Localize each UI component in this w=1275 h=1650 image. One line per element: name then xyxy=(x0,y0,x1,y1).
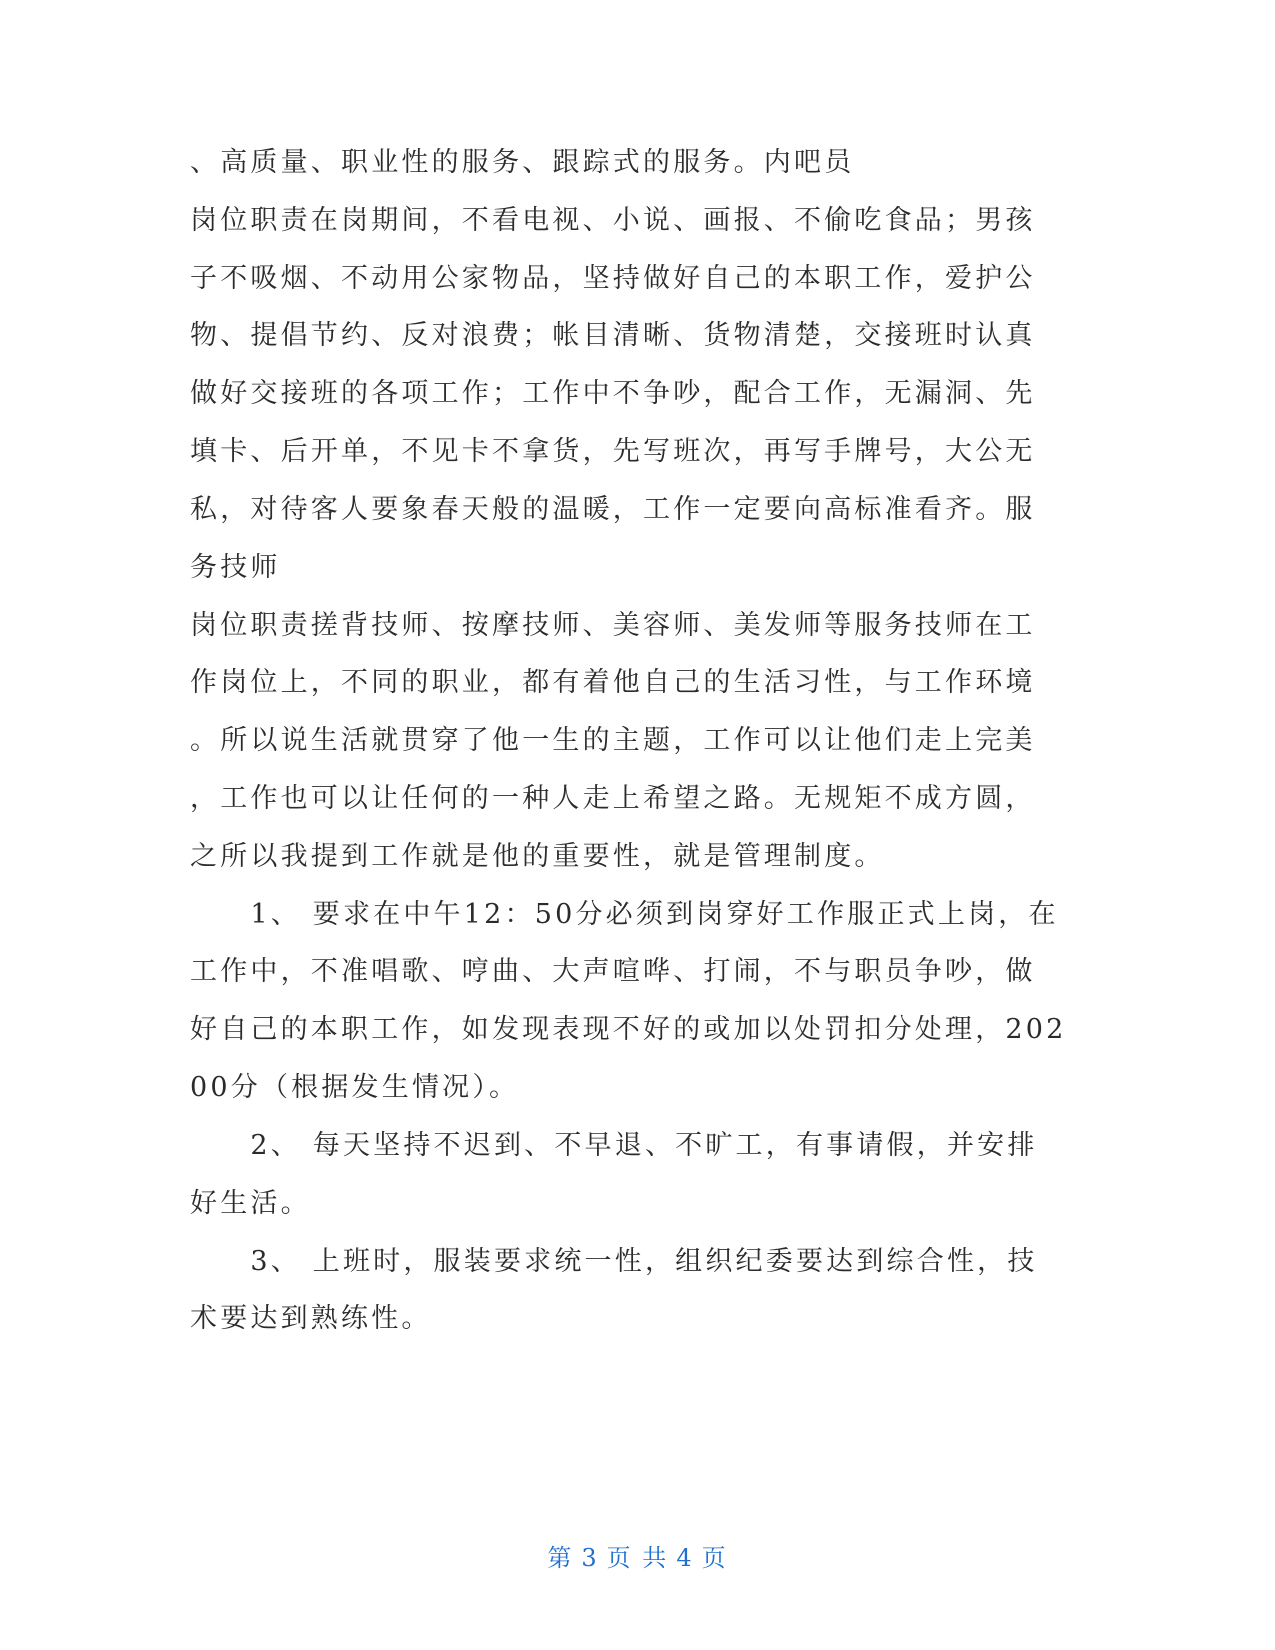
text-line: 做好交接班的各项工作；工作中不争吵，配合工作，无漏洞、先 xyxy=(190,378,1036,409)
text-line: 、高质量、职业性的服务、跟踪式的服务。内吧员 xyxy=(190,147,855,178)
text-line: 1、 要求在中午12：50分必须到岗穿好工作服正式上岗，在 xyxy=(190,899,1059,930)
text-line: 00分（根据发生情况）。 xyxy=(190,1072,520,1103)
text-line: 2、 每天坚持不迟到、不早退、不旷工，有事请假，并安排 xyxy=(190,1130,1038,1161)
text-line: 。所以说生活就贯穿了他一生的主题，工作可以让他们走上完美 xyxy=(190,725,1036,756)
footer-suffix: 页 xyxy=(701,1544,728,1572)
text-line: 子不吸烟、不动用公家物品，坚持做好自己的本职工作，爱护公 xyxy=(190,263,1036,294)
text-line: 好自己的本职工作，如发现表现不好的或加以处罚扣分处理，202 xyxy=(190,1014,1067,1045)
text-line: 填卡、后开单，不见卡不拿货，先写班次，再写手牌号，大公无 xyxy=(190,436,1036,467)
current-page-number: 3 xyxy=(581,1544,599,1572)
text-line: 3、 上班时，服装要求统一性，组织纪委要达到综合性，技 xyxy=(190,1246,1038,1277)
text-line: 好生活。 xyxy=(190,1188,311,1219)
text-line: 工作中，不准唱歌、哼曲、大声喧哗、打闹，不与职员争吵，做 xyxy=(190,956,1036,987)
total-pages-number: 4 xyxy=(676,1544,694,1572)
text-line: ，工作也可以让任何的一种人走上希望之路。无规矩不成方圆， xyxy=(190,783,1036,814)
text-line: 术要达到熟练性。 xyxy=(190,1303,432,1334)
text-line: 之所以我提到工作就是他的重要性，就是管理制度。 xyxy=(190,841,885,872)
text-line: 务技师 xyxy=(190,552,281,583)
page-footer xyxy=(0,1543,1275,1573)
footer-middle: 页 共 xyxy=(606,1544,669,1572)
text-line: 物、提倡节约、反对浪费；帐目清晰、货物清楚，交接班时认真 xyxy=(190,320,1036,351)
text-line: 私，对待客人要象春天般的温暖，工作一定要向高标准看齐。服 xyxy=(190,494,1036,525)
text-line: 岗位职责在岗期间，不看电视、小说、画报、不偷吃食品；男孩 xyxy=(190,205,1036,236)
footer-prefix: 第 xyxy=(547,1544,574,1572)
text-line: 岗位职责搓背技师、按摩技师、美容师、美发师等服务技师在工 xyxy=(190,610,1036,641)
text-line: 作岗位上，不同的职业，都有着他自己的生活习性，与工作环境 xyxy=(190,667,1036,698)
